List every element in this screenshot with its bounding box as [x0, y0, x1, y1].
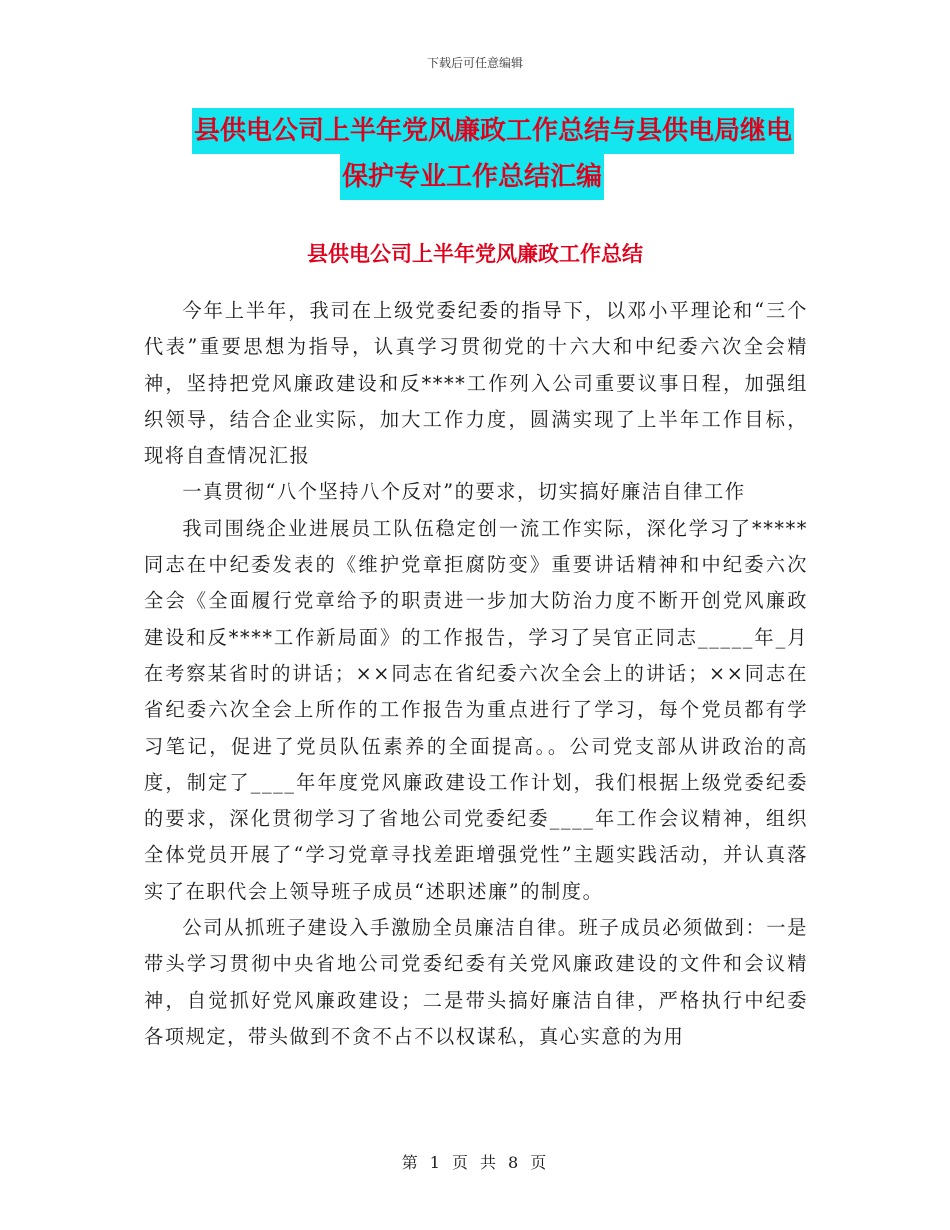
- paragraph: 公司从抓班子建设入手激励全员廉洁自律。班子成员必须做到：一是带头学习贯彻中央省地公司党委纪委有关党风廉政建设的文件和会议精神，自觉抓好党风廉政建设；二是带头搞好廉洁自律，严格执行中纪委各项规定，带头做到不贪不占不以权谋私，真心实意的为用: [144, 916, 808, 1048]
- document-title-line-1: 县供电公司上半年党风廉政工作总结与县供电局继电: [192, 108, 794, 154]
- paragraph: 一真贯彻“八个坚持八个反对”的要求，切实搞好廉洁自律工作: [182, 480, 746, 504]
- footer-suffix: 页: [530, 1153, 549, 1172]
- document-body: [144, 293, 808, 1055]
- document-title-line-2: 保护专业工作总结汇编: [340, 154, 604, 200]
- document-title: [192, 108, 812, 200]
- current-page-number: 1: [429, 1153, 442, 1172]
- page-footer: [0, 1150, 950, 1173]
- footer-prefix: 第: [401, 1153, 420, 1172]
- footer-page-word: 页: [451, 1153, 470, 1172]
- footer-total-word: 共: [480, 1153, 499, 1172]
- total-page-count: 8: [508, 1153, 521, 1172]
- section-title: 县供电公司上半年党风廉政工作总结: [307, 242, 643, 266]
- paragraph: 我司围绕企业进展员工队伍稳定创一流工作实际，深化学习了*****同志在中纪委发表的《维护党章拒腐防变》重要讲话精神和中纪委六次全会《全面履行党章给予的职责进一步加大防治力度不断开创党风廉政建设和反****工作新局面》的工作报告，学习了吴官正同志_____年_月在考察某省时的讲话；××同志在省纪委六次全会上的讲话；××同志在省纪委六次全会上所作的工作报告为重点进行了学习，每个党员都有学习笔记，促进了党员队伍素养的全面提高。。公司党支部从讲政治的高度，制定了____年年度党风廉政建设工作计划，我们根据上级党委纪委的要求，深化贯彻学习了省地公司党委纪委____年工作会议精神，组织全体党员开展了“学习党章寻找差距增强党性”主题实践活动，并认真落实了在职代会上领导班子成员“述职述廉”的制度。: [144, 516, 808, 903]
- paragraph: 今年上半年，我司在上级党委纪委的指导下，以邓小平理论和“三个代表”重要思想为指导，认真学习贯彻党的十六大和中纪委六次全会精神，坚持把党风廉政建设和反****工作列入公司重要议事日程，加强组织领导，结合企业实际，加大工作力度，圆满实现了上半年工作目标，现将自查情况汇报: [144, 299, 808, 468]
- header-note: 下载后可任意编辑: [426, 56, 523, 70]
